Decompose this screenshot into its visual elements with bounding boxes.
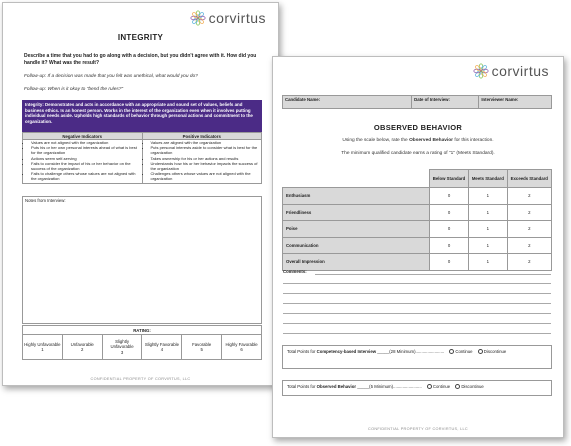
rating-option-1[interactable] [23,335,63,360]
rating-value: 5 [200,347,203,352]
rating-option-5[interactable] [182,335,222,360]
behavior-score-option[interactable]: 0 [430,204,469,221]
page-footer: CONFIDENTIAL PROPERTY OF CORVIRTUS, LLC [90,377,191,381]
rating-text: Unfavorable [70,341,94,347]
intro-text: for this interaction. [453,138,494,143]
behavior-score-option[interactable]: 0 [430,221,469,238]
negative-indicator: • Fails to consider the impact of his or her behavior on the success of the organization [31,162,140,172]
behavior-score-option[interactable]: 2 [507,204,551,221]
column-below-standard: Below Standard [430,170,469,188]
behavior-label: Communication [283,237,430,254]
interviewer-name-field[interactable]: Interviewer Name: [479,96,552,109]
continue-label: Continue [432,384,451,389]
intro-line-1 [273,138,563,143]
candidate-header-table [282,95,552,109]
positive-indicator: • Challenges others whose values are not aligned with the organization [151,172,260,182]
notes-label: Notes from Interview: [25,198,66,203]
positive-indicator: • Values are aligned with the organization [151,141,260,146]
behavior-score-option[interactable]: 2 [507,188,551,205]
negative-indicator: • Actions seem self-serving [31,157,140,162]
positive-indicator: • Understands how his or her behavior impacts the success of the organization [151,162,260,172]
rating-text: Highly Favorable [225,341,258,347]
page-title: INTEGRITY [117,33,164,42]
logo-mark-icon [190,10,206,26]
rating-value: 1 [41,347,44,352]
logo-petal [474,65,481,72]
behavior-label: Friendliness [283,204,430,221]
comment-line[interactable] [283,283,551,284]
rating-text: Slightly Unfavorable [110,338,134,350]
rating-scale [22,325,262,360]
comment-line[interactable] [283,323,551,324]
behavior-rating-table [282,169,552,271]
comment-line[interactable] [283,293,551,294]
rating-option-2[interactable] [62,335,102,360]
behavior-score-option[interactable]: 0 [430,188,469,205]
logo-wordmark: corvirtus [491,63,549,79]
interview-notes-area[interactable] [22,196,262,324]
rating-option-6[interactable] [222,335,262,360]
behavior-score-option[interactable]: 0 [430,237,469,254]
discontinue-radio[interactable] [478,349,483,354]
page-title: OBSERVED BEHAVIOR [373,123,463,132]
points-label-bold: Competency-based Interview [316,349,377,354]
rating-value: 6 [240,347,243,352]
positive-indicators-header: Positive Indicators [142,133,262,140]
comments-label: Comments: [283,269,307,274]
continue-label: Continue [455,349,473,354]
continue-radio[interactable] [449,349,454,354]
behavior-row [283,254,552,271]
behavior-score-option[interactable]: 1 [469,188,508,205]
rating-option-3[interactable] [102,335,142,360]
behavior-row [283,237,552,254]
negative-indicators-header: Negative Indicators [23,133,143,140]
intro-line-2: The minimum qualified candidate earns a rating of "1" (Meets Standard). [341,151,495,156]
behavior-label: Enthusiasm [283,188,430,205]
corvirtus-logo [473,63,549,79]
page-footer: CONFIDENTIAL PROPERTY OF CORVIRTUS, LLC [368,427,468,431]
behavior-row [283,204,552,221]
rating-text: Favorable [192,341,212,347]
candidate-name-field[interactable]: Candidate Name: [283,96,412,109]
logo-mark-icon [473,63,489,79]
column-meets-standard: Meets Standard [469,170,508,188]
behavior-score-option[interactable]: 0 [430,254,469,271]
positive-indicator: • Puts personal interests aside to consider what is best for the organization [151,146,260,156]
rating-option-4[interactable] [142,335,182,360]
positive-indicator: • Takes ownership for his or her actions and results [151,157,260,162]
negative-indicator: • Values are not aligned with the organization [31,141,140,146]
negative-indicator: • Fails to challenge others whose values are not aligned with the organization [31,172,140,182]
integrity-page [2,2,279,386]
rating-label: RATING: [23,326,262,335]
rating-value: 4 [160,347,164,352]
comment-line[interactable] [315,274,551,275]
behavior-score-option[interactable]: 1 [469,237,508,254]
discontinue-label: Discontinue [483,349,507,354]
behavior-score-option[interactable]: 2 [507,237,551,254]
logo-wordmark: corvirtus [208,10,266,26]
behavior-score-option[interactable]: 1 [469,204,508,221]
blank-header [283,170,430,188]
intro-bold: Observed Behavior [409,138,454,143]
follow-up-1: Follow-up: If a decision was made that you felt was unethical, what would you do? [24,74,198,79]
discontinue-label: Discontinue [461,384,484,389]
competency-points-box [282,345,552,369]
column-exceeds-standard: Exceeds Standard [507,170,551,188]
points-label: Total Points for [287,384,317,389]
points-label-bold: Observed Behavior [316,384,357,389]
observed-behavior-page [272,56,564,438]
behavior-score-option[interactable]: 2 [507,254,551,271]
rating-text: Slightly Favorable [144,341,179,347]
discontinue-radio[interactable] [455,384,460,389]
logo-petal [191,12,198,19]
corvirtus-logo [190,10,266,26]
negative-indicator: • Puts his or her own personal interests ahead of what is best for the organization [31,146,140,156]
date-of-interview-field[interactable]: Date of Interview: [412,96,479,109]
points-blank[interactable]: _____(28 Minimum)........................ [377,349,445,354]
behavior-label: Overall Impression [283,254,430,271]
rating-value: 3 [120,349,124,355]
behavior-row [283,221,552,238]
positive-indicators-cell [142,140,262,184]
rating-text: Highly Unfavorable [24,341,61,347]
points-label: Total Points for [287,349,317,354]
behavior-row [283,188,552,205]
indicators-table [22,132,262,184]
comment-line[interactable] [283,313,551,314]
negative-indicators-cell [23,140,143,184]
behavior-score-option[interactable]: 1 [469,221,508,238]
behavior-score-option[interactable]: 2 [507,221,551,238]
behavior-score-option[interactable]: 1 [469,254,508,271]
continue-radio[interactable] [427,384,432,389]
interview-question: Describe a time that you had to go along with a decision, but you didn't agree with it. How did you handle it? What was the result? [24,53,257,66]
follow-up-2: Follow-up: When is it okay to "bend the rules?" [24,87,124,92]
intro-text: Using the scale below, rate the [342,138,410,143]
rating-value: 2 [81,347,84,352]
observed-points-box [282,380,552,396]
behavior-label: Poise [283,221,430,238]
comment-line[interactable] [283,303,551,304]
points-blank[interactable]: _____(5 Minimum)........................ [357,384,422,389]
comment-line[interactable] [283,333,551,334]
competency-definition: Integrity: Demonstrates and acts in accordance with an appropriate and sound set of values, beliefs and business ethics. Is an honest person. Works in the interest of the organization even when it involves putting individual needs aside. Upholds high standards of behavior through personal actions and commitment to the organization. [22,100,262,132]
